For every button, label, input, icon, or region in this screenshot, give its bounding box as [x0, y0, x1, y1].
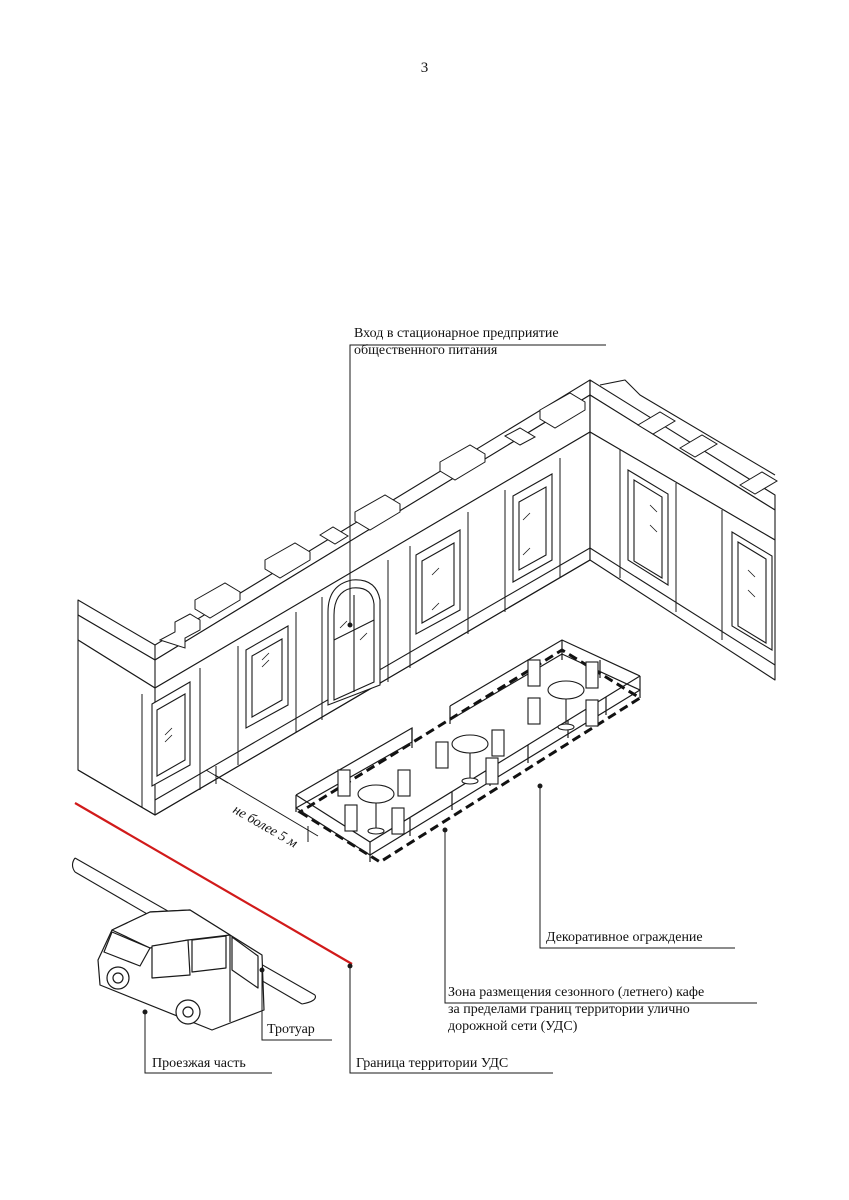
roadway-label: Проезжая часть [152, 1056, 246, 1071]
chair [586, 662, 598, 688]
fence-rail [450, 654, 640, 720]
chair [486, 758, 498, 784]
fence-rail [296, 728, 412, 808]
chair [436, 742, 448, 768]
zone-label: Зона размещения сезонного (летнего) кафе за пределами границ территории улично дорожной сети (УДС) [448, 985, 705, 1034]
chair [338, 770, 350, 796]
chair [345, 805, 357, 831]
fence-leader [540, 786, 735, 948]
van [98, 910, 264, 1030]
fence-label: Декоративное ограждение [546, 930, 703, 945]
sidewalk-label: Тротуар [267, 1022, 315, 1037]
chair [392, 808, 404, 834]
window [519, 487, 546, 570]
chair [528, 660, 540, 686]
window [738, 542, 766, 643]
fence-rail [450, 640, 640, 706]
chair [398, 770, 410, 796]
chair [492, 730, 504, 756]
chair [586, 700, 598, 726]
van-window [192, 936, 226, 972]
boundary-label: Граница территории УДС [356, 1056, 509, 1071]
window [634, 480, 662, 578]
chair [528, 698, 540, 724]
distance-label: не более 5 м [230, 802, 300, 852]
table [452, 735, 488, 753]
entrance-label: Вход в стационарное предприятие общественного питания [354, 326, 559, 358]
entrance-door [328, 580, 380, 705]
van-window [152, 940, 190, 978]
zone-leader [445, 830, 757, 1003]
table [358, 785, 394, 803]
page-number: 3 [420, 60, 429, 76]
table [548, 681, 584, 699]
